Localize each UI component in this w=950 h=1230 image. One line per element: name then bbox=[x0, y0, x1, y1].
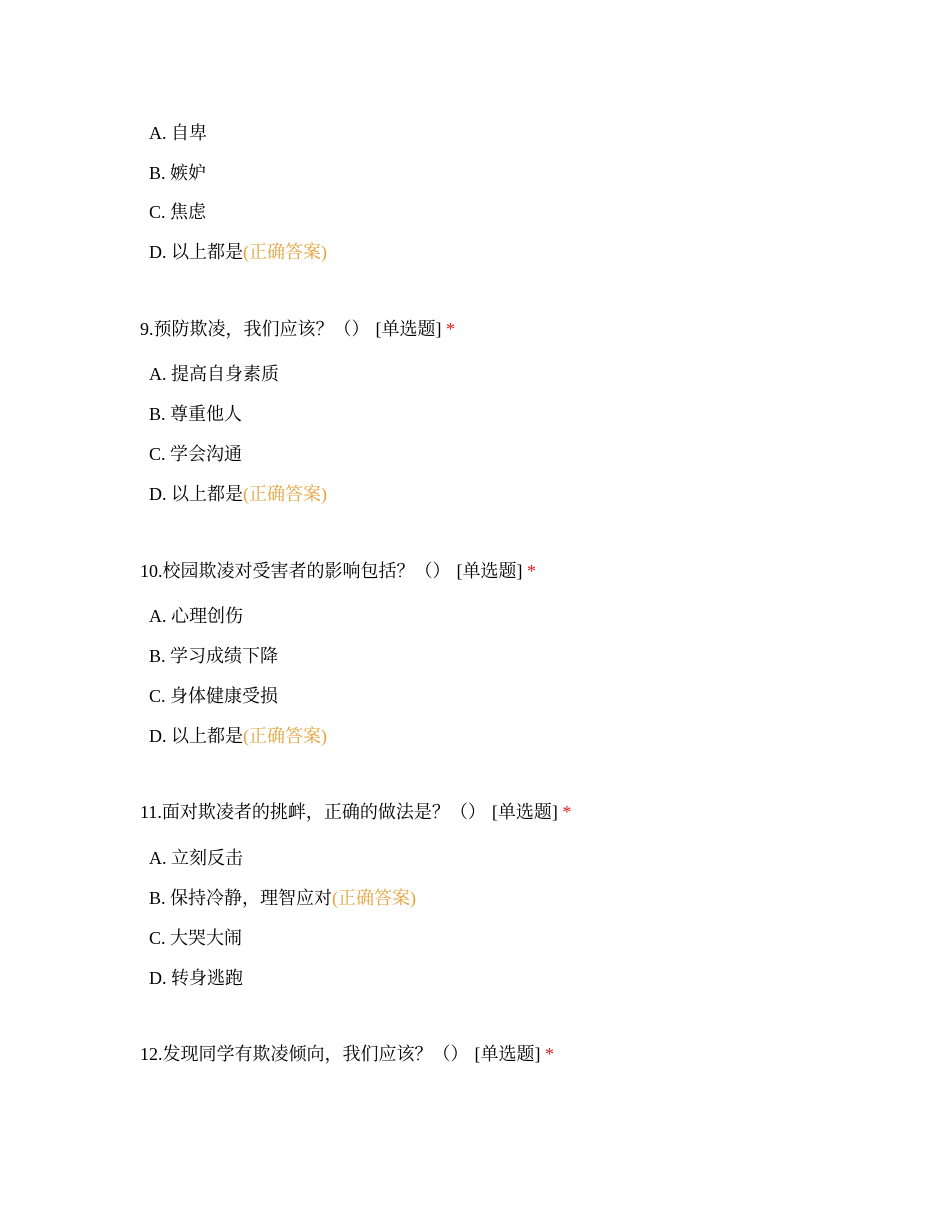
question-text: 11.面对欺凌者的挑衅，正确的做法是？（） bbox=[140, 802, 486, 822]
q9-option-a[interactable] bbox=[149, 362, 279, 386]
q11-option-d[interactable] bbox=[149, 966, 243, 990]
option-label: C. 学会沟通 bbox=[149, 444, 243, 464]
required-mark: * bbox=[545, 1044, 554, 1064]
option-label: C. 大哭大闹 bbox=[149, 928, 243, 948]
q10-option-d[interactable] bbox=[149, 724, 327, 748]
question-type-tag: [单选题] bbox=[375, 319, 442, 339]
option-label: B. 嫉妒 bbox=[149, 163, 207, 183]
option-label: B. 学习成绩下降 bbox=[149, 646, 279, 666]
option-label: D. 以上都是 bbox=[149, 242, 243, 262]
option-label: D. 以上都是 bbox=[149, 484, 243, 504]
question-type-tag: [单选题] bbox=[456, 561, 523, 581]
option-label: D. 以上都是 bbox=[149, 726, 243, 746]
option-label: C. 焦虑 bbox=[149, 202, 207, 222]
q8-option-a[interactable] bbox=[149, 121, 207, 145]
option-label: A. 提高自身素质 bbox=[149, 364, 279, 384]
correct-answer-marker: (正确答案) bbox=[332, 888, 417, 908]
option-label: A. 自卑 bbox=[149, 123, 207, 143]
required-mark: * bbox=[527, 561, 536, 581]
option-label: B. 尊重他人 bbox=[149, 404, 243, 424]
q11-option-c[interactable] bbox=[149, 926, 242, 950]
question-text: 9.预防欺凌，我们应该？（） bbox=[140, 319, 370, 339]
q12-title bbox=[140, 1042, 554, 1066]
question-text: 12.发现同学有欺凌倾向，我们应该？（） bbox=[140, 1044, 469, 1064]
question-type-tag: [单选题] bbox=[491, 802, 558, 822]
required-mark: * bbox=[446, 319, 455, 339]
correct-answer-marker: (正确答案) bbox=[243, 242, 327, 262]
correct-answer-marker: (正确答案) bbox=[243, 484, 327, 504]
option-label: A. 立刻反击 bbox=[149, 848, 243, 868]
q9-title bbox=[140, 317, 455, 341]
q10-title bbox=[140, 559, 536, 583]
question-type-tag: [单选题] bbox=[474, 1044, 541, 1064]
q10-option-c[interactable] bbox=[149, 684, 278, 708]
option-label: B. 保持冷静，理智应对 bbox=[149, 888, 333, 908]
q11-option-b[interactable] bbox=[149, 886, 416, 910]
q8-option-b[interactable] bbox=[149, 161, 206, 185]
q11-option-a[interactable] bbox=[149, 846, 243, 870]
question-text: 10.校园欺凌对受害者的影响包括？（） bbox=[140, 561, 451, 581]
q9-option-c[interactable] bbox=[149, 442, 242, 466]
q9-option-b[interactable] bbox=[149, 402, 242, 426]
option-label: A. 心理创伤 bbox=[149, 606, 243, 626]
option-label: D. 转身逃跑 bbox=[149, 968, 243, 988]
q10-option-a[interactable] bbox=[149, 604, 243, 628]
q10-option-b[interactable] bbox=[149, 644, 278, 668]
q11-title bbox=[140, 800, 571, 824]
q8-option-c[interactable] bbox=[149, 200, 206, 224]
correct-answer-marker: (正确答案) bbox=[243, 726, 327, 746]
option-label: C. 身体健康受损 bbox=[149, 686, 279, 706]
required-mark: * bbox=[562, 802, 572, 822]
q8-option-d[interactable] bbox=[149, 240, 327, 264]
q9-option-d[interactable] bbox=[149, 482, 327, 506]
